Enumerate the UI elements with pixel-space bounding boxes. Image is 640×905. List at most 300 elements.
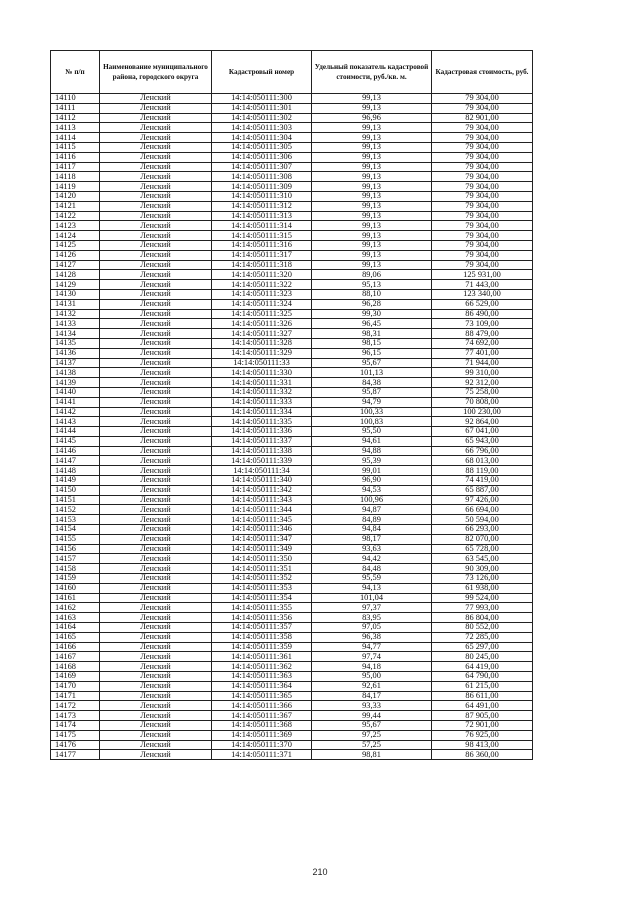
cell-cadastral-number: 14:14:050111:309 — [212, 182, 312, 192]
table-row — [51, 456, 533, 466]
table-row — [51, 133, 533, 143]
table-row — [51, 407, 533, 417]
cell-row-number: 14111 — [51, 103, 100, 113]
cell-cadastral-value: 99 310,00 — [432, 368, 533, 378]
cell-unit-value: 83,95 — [312, 613, 432, 623]
cell-district: Ленский — [100, 672, 212, 682]
cell-district: Ленский — [100, 387, 212, 397]
cell-district: Ленский — [100, 642, 212, 652]
cell-row-number: 14147 — [51, 456, 100, 466]
cell-district: Ленский — [100, 711, 212, 721]
cell-district: Ленский — [100, 750, 212, 760]
cell-district: Ленский — [100, 338, 212, 348]
cell-district: Ленский — [100, 378, 212, 388]
cell-cadastral-number: 14:14:050111:329 — [212, 348, 312, 358]
cell-cadastral-number: 14:14:050111:304 — [212, 133, 312, 143]
cell-cadastral-value: 63 545,00 — [432, 554, 533, 564]
cell-cadastral-value: 70 808,00 — [432, 397, 533, 407]
cell-cadastral-value: 79 304,00 — [432, 260, 533, 270]
cell-district: Ленский — [100, 525, 212, 535]
cell-row-number: 14118 — [51, 172, 100, 182]
cell-district: Ленский — [100, 182, 212, 192]
cell-cadastral-value: 66 694,00 — [432, 505, 533, 515]
header-unit-value: Удельный показатель кадастровой стоимости, руб./кв. м. — [312, 51, 432, 94]
cell-row-number: 14145 — [51, 436, 100, 446]
cell-unit-value: 94,88 — [312, 446, 432, 456]
cell-district: Ленский — [100, 632, 212, 642]
cell-unit-value: 96,96 — [312, 113, 432, 123]
cell-district: Ленский — [100, 299, 212, 309]
cell-district: Ленский — [100, 652, 212, 662]
cell-cadastral-number: 14:14:050111:332 — [212, 387, 312, 397]
cell-cadastral-value: 76 925,00 — [432, 730, 533, 740]
cell-cadastral-value: 79 304,00 — [432, 142, 533, 152]
cell-district: Ленский — [100, 270, 212, 280]
cell-unit-value: 100,96 — [312, 495, 432, 505]
cell-district: Ленский — [100, 368, 212, 378]
cell-cadastral-value: 64 790,00 — [432, 672, 533, 682]
cell-unit-value: 94,79 — [312, 397, 432, 407]
cell-cadastral-value: 68 013,00 — [432, 456, 533, 466]
cell-row-number: 14121 — [51, 201, 100, 211]
cell-cadastral-number: 14:14:050111:324 — [212, 299, 312, 309]
table-row — [51, 740, 533, 750]
table-row — [51, 554, 533, 564]
cell-cadastral-number: 14:14:050111:350 — [212, 554, 312, 564]
cell-row-number: 14161 — [51, 593, 100, 603]
table-row — [51, 495, 533, 505]
table-row — [51, 260, 533, 270]
cell-unit-value: 96,28 — [312, 299, 432, 309]
cell-cadastral-value: 66 293,00 — [432, 525, 533, 535]
cell-unit-value: 95,67 — [312, 358, 432, 368]
cell-unit-value: 100,33 — [312, 407, 432, 417]
cell-row-number: 14126 — [51, 250, 100, 260]
cell-unit-value: 95,87 — [312, 387, 432, 397]
cell-row-number: 14154 — [51, 525, 100, 535]
cell-cadastral-value: 64 491,00 — [432, 701, 533, 711]
cell-cadastral-value: 99 524,00 — [432, 593, 533, 603]
cell-cadastral-value: 66 529,00 — [432, 299, 533, 309]
page-number: 210 — [312, 867, 328, 877]
cell-cadastral-number: 14:14:050111:326 — [212, 319, 312, 329]
cell-unit-value: 94,13 — [312, 583, 432, 593]
cell-cadastral-value: 79 304,00 — [432, 172, 533, 182]
cell-cadastral-value: 79 304,00 — [432, 123, 533, 133]
cell-row-number: 14146 — [51, 446, 100, 456]
cell-district: Ленский — [100, 554, 212, 564]
table-row — [51, 623, 533, 633]
table-row — [51, 446, 533, 456]
cell-unit-value: 95,59 — [312, 574, 432, 584]
cell-unit-value: 99,13 — [312, 142, 432, 152]
table-row — [51, 270, 533, 280]
cell-row-number: 14176 — [51, 740, 100, 750]
cell-unit-value: 99,44 — [312, 711, 432, 721]
cell-cadastral-number: 14:14:050111:34 — [212, 466, 312, 476]
header-district: Наименование муниципального района, городского округа — [100, 51, 212, 94]
table-row — [51, 309, 533, 319]
header-row — [51, 51, 533, 94]
table-row — [51, 613, 533, 623]
cell-cadastral-value: 72 901,00 — [432, 721, 533, 731]
cell-cadastral-value: 98 413,00 — [432, 740, 533, 750]
cell-cadastral-number: 14:14:050111:335 — [212, 417, 312, 427]
cell-cadastral-number: 14:14:050111:327 — [212, 329, 312, 339]
cell-district: Ленский — [100, 309, 212, 319]
cell-row-number: 14112 — [51, 113, 100, 123]
cell-cadastral-value: 65 887,00 — [432, 485, 533, 495]
cell-district: Ленский — [100, 505, 212, 515]
cell-unit-value: 94,77 — [312, 642, 432, 652]
cell-cadastral-number: 14:14:050111:345 — [212, 515, 312, 525]
cell-cadastral-value: 86 611,00 — [432, 691, 533, 701]
cell-cadastral-value: 92 864,00 — [432, 417, 533, 427]
cell-row-number: 14130 — [51, 289, 100, 299]
cell-cadastral-value: 67 041,00 — [432, 427, 533, 437]
cell-district: Ленский — [100, 123, 212, 133]
cell-unit-value: 101,04 — [312, 593, 432, 603]
cell-cadastral-number: 14:14:050111:340 — [212, 476, 312, 486]
cell-district: Ленский — [100, 172, 212, 182]
table-row — [51, 603, 533, 613]
cell-cadastral-number: 14:14:050111:313 — [212, 211, 312, 221]
cell-row-number: 14172 — [51, 701, 100, 711]
cell-cadastral-number: 14:14:050111:359 — [212, 642, 312, 652]
cell-row-number: 14174 — [51, 721, 100, 731]
cell-cadastral-value: 82 901,00 — [432, 113, 533, 123]
cell-unit-value: 95,00 — [312, 672, 432, 682]
cell-cadastral-value: 92 312,00 — [432, 378, 533, 388]
cell-district: Ленский — [100, 691, 212, 701]
cell-cadastral-value: 123 340,00 — [432, 289, 533, 299]
cell-district: Ленский — [100, 417, 212, 427]
cell-cadastral-number: 14:14:050111:363 — [212, 672, 312, 682]
cell-cadastral-number: 14:14:050111:315 — [212, 231, 312, 241]
cell-district: Ленский — [100, 466, 212, 476]
cell-cadastral-value: 87 905,00 — [432, 711, 533, 721]
table-row — [51, 485, 533, 495]
cell-row-number: 14117 — [51, 162, 100, 172]
cell-row-number: 14142 — [51, 407, 100, 417]
cell-row-number: 14115 — [51, 142, 100, 152]
table-row — [51, 358, 533, 368]
cell-cadastral-number: 14:14:050111:316 — [212, 240, 312, 250]
table-row — [51, 280, 533, 290]
cell-district: Ленский — [100, 289, 212, 299]
cell-cadastral-value: 79 304,00 — [432, 182, 533, 192]
cell-cadastral-value: 79 304,00 — [432, 152, 533, 162]
cell-district: Ленский — [100, 113, 212, 123]
cell-cadastral-value: 77 993,00 — [432, 603, 533, 613]
cell-row-number: 14127 — [51, 260, 100, 270]
cell-cadastral-number: 14:14:050111:318 — [212, 260, 312, 270]
cell-row-number: 14140 — [51, 387, 100, 397]
cell-row-number: 14141 — [51, 397, 100, 407]
cell-unit-value: 99,13 — [312, 152, 432, 162]
cell-unit-value: 99,13 — [312, 133, 432, 143]
cell-cadastral-number: 14:14:050111:343 — [212, 495, 312, 505]
cell-cadastral-value: 72 285,00 — [432, 632, 533, 642]
cell-cadastral-number: 14:14:050111:325 — [212, 309, 312, 319]
cell-cadastral-number: 14:14:050111:362 — [212, 662, 312, 672]
cell-district: Ленский — [100, 593, 212, 603]
cell-cadastral-value: 97 426,00 — [432, 495, 533, 505]
cell-cadastral-number: 14:14:050111:349 — [212, 544, 312, 554]
cell-row-number: 14170 — [51, 681, 100, 691]
table-row — [51, 593, 533, 603]
cell-cadastral-value: 77 401,00 — [432, 348, 533, 358]
cell-cadastral-number: 14:14:050111:365 — [212, 691, 312, 701]
table-row — [51, 466, 533, 476]
cell-cadastral-number: 14:14:050111:334 — [212, 407, 312, 417]
cell-district: Ленский — [100, 681, 212, 691]
table-row — [51, 691, 533, 701]
cell-row-number: 14168 — [51, 662, 100, 672]
cell-row-number: 14114 — [51, 133, 100, 143]
cell-district: Ленский — [100, 574, 212, 584]
cell-cadastral-number: 14:14:050111:306 — [212, 152, 312, 162]
cell-cadastral-value: 79 304,00 — [432, 240, 533, 250]
cell-cadastral-number: 14:14:050111:366 — [212, 701, 312, 711]
cell-district: Ленский — [100, 191, 212, 201]
cell-row-number: 14144 — [51, 427, 100, 437]
cell-unit-value: 96,90 — [312, 476, 432, 486]
cell-unit-value: 92,61 — [312, 681, 432, 691]
table-header — [51, 51, 533, 94]
cell-unit-value: 94,53 — [312, 485, 432, 495]
cell-cadastral-number: 14:14:050111:33 — [212, 358, 312, 368]
table-row — [51, 289, 533, 299]
cell-cadastral-value: 90 309,00 — [432, 564, 533, 574]
cell-cadastral-value: 65 297,00 — [432, 642, 533, 652]
table-row — [51, 534, 533, 544]
table-row — [51, 240, 533, 250]
cell-cadastral-value: 79 304,00 — [432, 103, 533, 113]
cell-unit-value: 99,13 — [312, 191, 432, 201]
cell-row-number: 14165 — [51, 632, 100, 642]
cell-unit-value: 94,18 — [312, 662, 432, 672]
cell-row-number: 14132 — [51, 309, 100, 319]
cell-district: Ленский — [100, 260, 212, 270]
table-row — [51, 191, 533, 201]
cadastral-value-table — [50, 50, 533, 760]
cell-unit-value: 84,38 — [312, 378, 432, 388]
cell-unit-value: 84,48 — [312, 564, 432, 574]
table-row — [51, 94, 533, 104]
cell-cadastral-value: 100 230,00 — [432, 407, 533, 417]
cell-unit-value: 99,13 — [312, 221, 432, 231]
cell-unit-value: 88,10 — [312, 289, 432, 299]
cell-row-number: 14138 — [51, 368, 100, 378]
cell-row-number: 14131 — [51, 299, 100, 309]
cell-unit-value: 89,06 — [312, 270, 432, 280]
cell-district: Ленский — [100, 397, 212, 407]
header-row-number: № п/п — [51, 51, 100, 94]
cell-cadastral-number: 14:14:050111:333 — [212, 397, 312, 407]
table-row — [51, 544, 533, 554]
cell-row-number: 14158 — [51, 564, 100, 574]
cell-district: Ленский — [100, 329, 212, 339]
cell-cadastral-value: 65 943,00 — [432, 436, 533, 446]
cell-unit-value: 96,15 — [312, 348, 432, 358]
cell-row-number: 14113 — [51, 123, 100, 133]
table-row — [51, 299, 533, 309]
cell-cadastral-value: 79 304,00 — [432, 221, 533, 231]
table-row — [51, 583, 533, 593]
cell-district: Ленский — [100, 280, 212, 290]
cell-row-number: 14157 — [51, 554, 100, 564]
cell-cadastral-number: 14:14:050111:352 — [212, 574, 312, 584]
cell-cadastral-number: 14:14:050111:338 — [212, 446, 312, 456]
cell-district: Ленский — [100, 348, 212, 358]
cell-cadastral-value: 79 304,00 — [432, 250, 533, 260]
cell-cadastral-number: 14:14:050111:336 — [212, 427, 312, 437]
cell-row-number: 14137 — [51, 358, 100, 368]
cell-unit-value: 57,25 — [312, 740, 432, 750]
cell-district: Ленский — [100, 162, 212, 172]
cell-row-number: 14136 — [51, 348, 100, 358]
table-row — [51, 231, 533, 241]
cell-cadastral-number: 14:14:050111:305 — [212, 142, 312, 152]
cell-cadastral-number: 14:14:050111:317 — [212, 250, 312, 260]
cell-district: Ленский — [100, 446, 212, 456]
cell-cadastral-number: 14:14:050111:368 — [212, 721, 312, 731]
cell-cadastral-number: 14:14:050111:301 — [212, 103, 312, 113]
cell-cadastral-number: 14:14:050111:310 — [212, 191, 312, 201]
cell-cadastral-value: 74 692,00 — [432, 338, 533, 348]
cell-cadastral-number: 14:14:050111:320 — [212, 270, 312, 280]
cell-row-number: 14139 — [51, 378, 100, 388]
cell-district: Ленский — [100, 740, 212, 750]
cell-unit-value: 99,13 — [312, 172, 432, 182]
cell-cadastral-value: 73 109,00 — [432, 319, 533, 329]
cell-district: Ленский — [100, 240, 212, 250]
cell-district: Ленский — [100, 231, 212, 241]
cell-district: Ленский — [100, 142, 212, 152]
cell-unit-value: 97,05 — [312, 623, 432, 633]
cell-unit-value: 96,45 — [312, 319, 432, 329]
table-row — [51, 387, 533, 397]
table-row — [51, 436, 533, 446]
cell-district: Ленский — [100, 250, 212, 260]
cell-unit-value: 94,42 — [312, 554, 432, 564]
cell-cadastral-number: 14:14:050111:347 — [212, 534, 312, 544]
cell-unit-value: 95,50 — [312, 427, 432, 437]
cell-cadastral-number: 14:14:050111:361 — [212, 652, 312, 662]
cell-unit-value: 94,61 — [312, 436, 432, 446]
table-row — [51, 182, 533, 192]
cell-unit-value: 99,13 — [312, 162, 432, 172]
cell-row-number: 14155 — [51, 534, 100, 544]
cell-row-number: 14120 — [51, 191, 100, 201]
cell-row-number: 14119 — [51, 182, 100, 192]
cell-unit-value: 98,15 — [312, 338, 432, 348]
table-row — [51, 525, 533, 535]
cell-district: Ленский — [100, 485, 212, 495]
table-row — [51, 201, 533, 211]
table-row — [51, 103, 533, 113]
cell-district: Ленский — [100, 544, 212, 554]
cell-unit-value: 100,83 — [312, 417, 432, 427]
cell-row-number: 14159 — [51, 574, 100, 584]
cell-cadastral-value: 86 490,00 — [432, 309, 533, 319]
cell-cadastral-number: 14:14:050111:367 — [212, 711, 312, 721]
cell-cadastral-number: 14:14:050111:339 — [212, 456, 312, 466]
cell-cadastral-value: 86 804,00 — [432, 613, 533, 623]
cell-cadastral-value: 64 419,00 — [432, 662, 533, 672]
cell-cadastral-number: 14:14:050111:328 — [212, 338, 312, 348]
cell-district: Ленский — [100, 211, 212, 221]
table-row — [51, 476, 533, 486]
cell-district: Ленский — [100, 564, 212, 574]
cell-row-number: 14143 — [51, 417, 100, 427]
cell-cadastral-value: 79 304,00 — [432, 94, 533, 104]
table-row — [51, 378, 533, 388]
cell-cadastral-number: 14:14:050111:351 — [212, 564, 312, 574]
cell-cadastral-number: 14:14:050111:353 — [212, 583, 312, 593]
table-row — [51, 652, 533, 662]
cell-district: Ленский — [100, 515, 212, 525]
cell-cadastral-number: 14:14:050111:364 — [212, 681, 312, 691]
cell-row-number: 14152 — [51, 505, 100, 515]
cell-row-number: 14160 — [51, 583, 100, 593]
cell-row-number: 14135 — [51, 338, 100, 348]
table-row — [51, 221, 533, 231]
table-row — [51, 162, 533, 172]
cell-cadastral-value: 80 245,00 — [432, 652, 533, 662]
cell-cadastral-number: 14:14:050111:302 — [212, 113, 312, 123]
table-row — [51, 642, 533, 652]
cell-cadastral-value: 74 419,00 — [432, 476, 533, 486]
cell-cadastral-number: 14:14:050111:371 — [212, 750, 312, 760]
cell-unit-value: 99,30 — [312, 309, 432, 319]
cell-row-number: 14177 — [51, 750, 100, 760]
table-row — [51, 681, 533, 691]
cell-cadastral-number: 14:14:050111:357 — [212, 623, 312, 633]
cell-cadastral-number: 14:14:050111:308 — [212, 172, 312, 182]
cell-unit-value: 99,13 — [312, 94, 432, 104]
cell-row-number: 14166 — [51, 642, 100, 652]
cell-row-number: 14163 — [51, 613, 100, 623]
cell-cadastral-value: 79 304,00 — [432, 231, 533, 241]
cell-cadastral-value: 79 304,00 — [432, 133, 533, 143]
cell-unit-value: 93,33 — [312, 701, 432, 711]
cell-unit-value: 101,13 — [312, 368, 432, 378]
cell-cadastral-value: 125 931,00 — [432, 270, 533, 280]
cell-cadastral-value: 61 215,00 — [432, 681, 533, 691]
cell-unit-value: 99,13 — [312, 260, 432, 270]
cell-row-number: 14116 — [51, 152, 100, 162]
cell-row-number: 14129 — [51, 280, 100, 290]
cell-row-number: 14110 — [51, 94, 100, 104]
cell-cadastral-value: 75 258,00 — [432, 387, 533, 397]
header-cadastral-value: Кадастровая стоимость, руб. — [432, 51, 533, 94]
table-row — [51, 397, 533, 407]
table-row — [51, 701, 533, 711]
cell-cadastral-number: 14:14:050111:330 — [212, 368, 312, 378]
cell-row-number: 14149 — [51, 476, 100, 486]
cell-unit-value: 97,37 — [312, 603, 432, 613]
table-row — [51, 711, 533, 721]
table-row — [51, 574, 533, 584]
cell-row-number: 14162 — [51, 603, 100, 613]
cell-row-number: 14125 — [51, 240, 100, 250]
cell-cadastral-value: 50 594,00 — [432, 515, 533, 525]
table-row — [51, 123, 533, 133]
cell-cadastral-number: 14:14:050111:303 — [212, 123, 312, 133]
cell-cadastral-value: 65 728,00 — [432, 544, 533, 554]
